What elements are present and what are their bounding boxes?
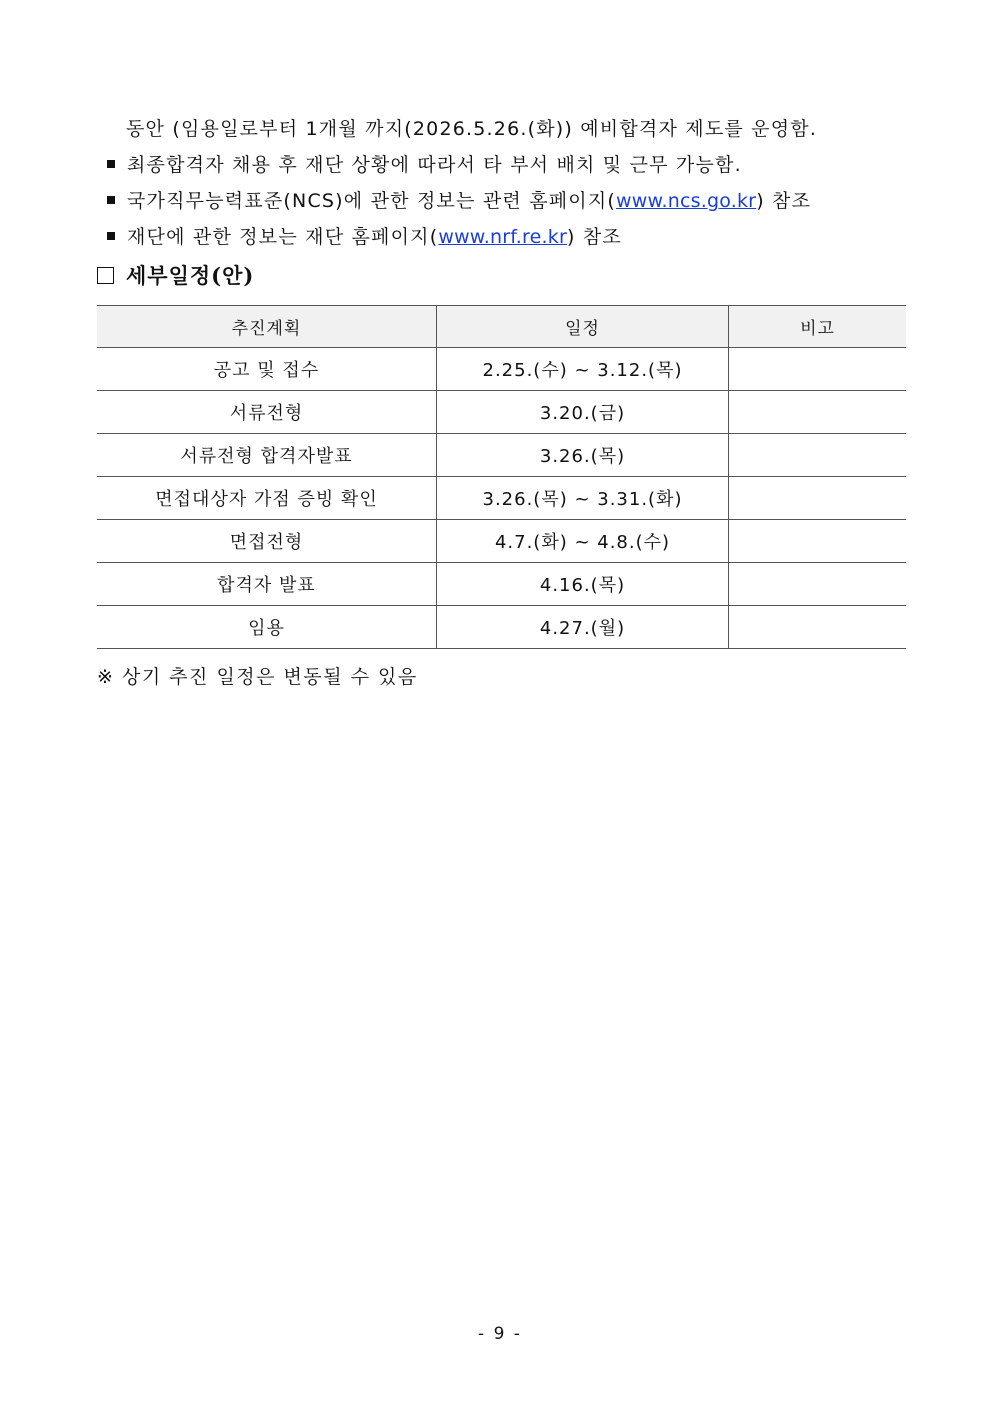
empty-checkbox-icon [97, 267, 114, 284]
column-header-plan: 추진계획 [97, 306, 437, 348]
plan-cell: 임용 [97, 606, 437, 649]
note-cell [729, 520, 907, 563]
plan-cell: 합격자 발표 [97, 563, 437, 606]
table-row [97, 391, 906, 434]
bullet-text-2-before: 국가직무능력표준(NCS)에 관한 정보는 관련 홈페이지( [127, 190, 617, 212]
table-row [97, 563, 906, 606]
date-cell: 2.25.(수) ~ 3.12.(목) [437, 348, 729, 391]
table-row [97, 606, 906, 649]
bullet-text-2-after: ) 참조 [756, 190, 812, 212]
note-cell [729, 606, 907, 649]
date-cell: 3.26.(목) [437, 434, 729, 477]
table-row [97, 477, 906, 520]
plan-cell: 서류전형 합격자발표 [97, 434, 437, 477]
date-cell: 3.26.(목) ~ 3.31.(화) [437, 477, 729, 520]
schedule-table [97, 305, 906, 649]
table-row [97, 348, 906, 391]
continuation-text: 동안 (임용일로부터 1개월 까지(2026.5.26.(화)) 예비합격자 제도를 운영함. [126, 118, 818, 140]
date-cell: 4.7.(화) ~ 4.8.(수) [437, 520, 729, 563]
date-cell: 4.16.(목) [437, 563, 729, 606]
column-header-note: 비고 [729, 306, 907, 348]
note-cell [729, 348, 907, 391]
plan-cell: 공고 및 접수 [97, 348, 437, 391]
date-cell: 3.20.(금) [437, 391, 729, 434]
date-cell: 4.27.(월) [437, 606, 729, 649]
section-heading [97, 263, 254, 289]
note-cell [729, 477, 907, 520]
bullet-item-3 [107, 224, 622, 250]
note-cell [729, 391, 907, 434]
page-number: - 9 - [478, 1324, 522, 1344]
note-cell [729, 563, 907, 606]
schedule-footnote: ※ 상기 추진 일정은 변동될 수 있음 [97, 666, 418, 688]
square-bullet-icon [107, 160, 115, 168]
ncs-homepage-link[interactable]: www.ncs.go.kr [616, 190, 757, 212]
plan-cell: 면접전형 [97, 520, 437, 563]
nrf-homepage-link[interactable]: www.nrf.re.kr [438, 226, 567, 248]
bullet-item-1 [107, 152, 742, 178]
bullet-text-1: 최종합격자 채용 후 재단 상황에 따라서 타 부서 배치 및 근무 가능함. [127, 154, 742, 176]
column-header-date: 일정 [437, 306, 729, 348]
table-header-row [97, 306, 906, 348]
bullet-text-3-after: ) 참조 [566, 226, 622, 248]
square-bullet-icon [107, 232, 115, 240]
bullet-item-2 [107, 188, 811, 214]
note-cell [729, 434, 907, 477]
table-row [97, 520, 906, 563]
square-bullet-icon [107, 196, 115, 204]
section-title: 세부일정(안) [126, 263, 255, 288]
bullet-text-3-before: 재단에 관한 정보는 재단 홈페이지( [127, 226, 439, 248]
table-row [97, 434, 906, 477]
plan-cell: 면접대상자 가점 증빙 확인 [97, 477, 437, 520]
plan-cell: 서류전형 [97, 391, 437, 434]
